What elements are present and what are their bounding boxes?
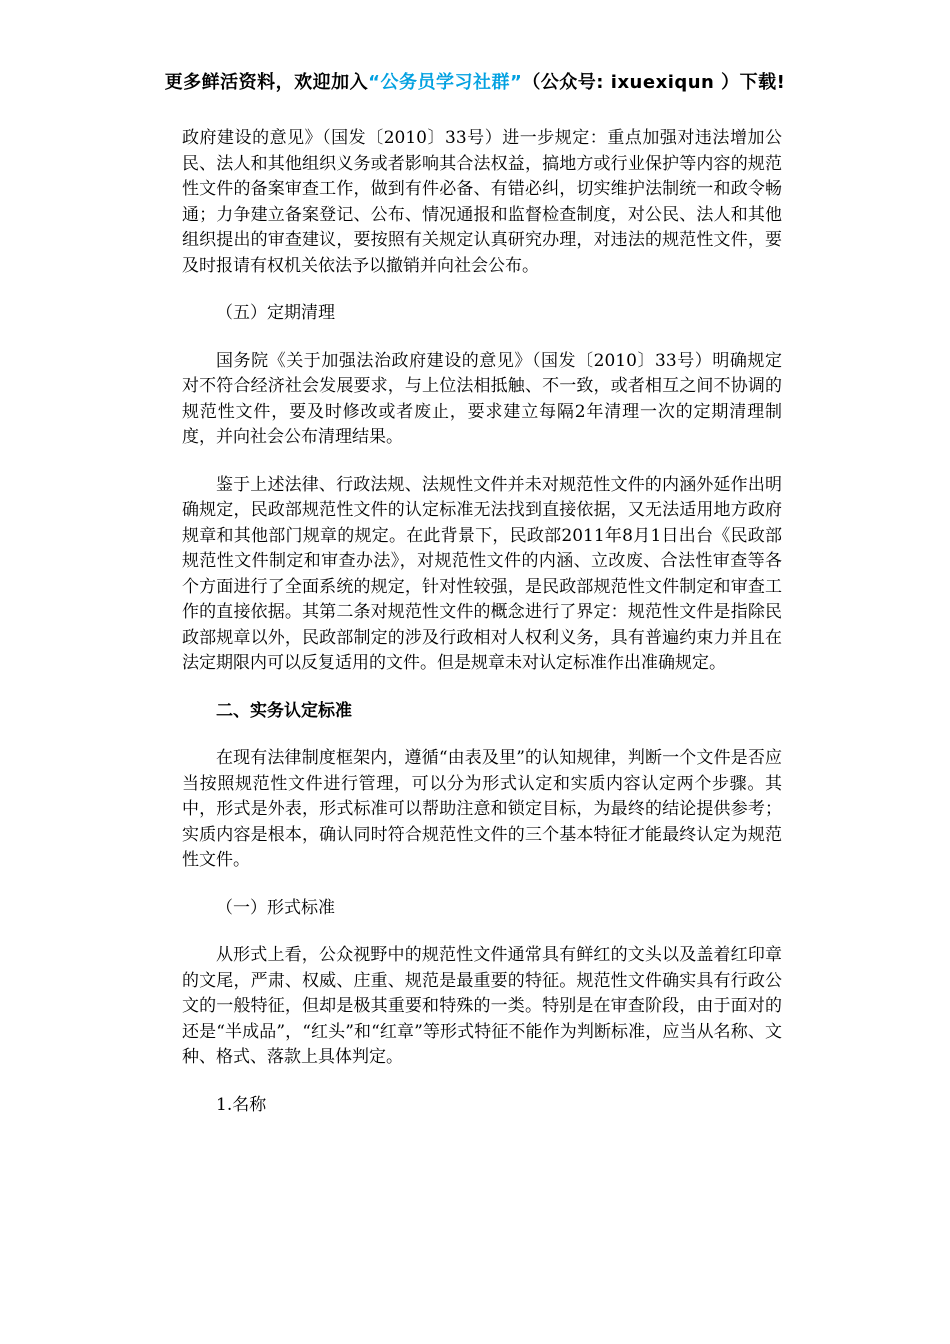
- banner-highlight: “公务员学习社群”: [368, 72, 523, 93]
- paragraph: 国务院《关于加强法治政府建设的意见》（国发〔2010〕33号）明确规定对不符合经济社会发展要求，与上位法相抵触、不一致，或者相互之间不协调的规范性文件，要及时修改或者废止，要求建立每隔2年清理一次的定期清理制度，并向社会公布清理结果。: [182, 350, 782, 447]
- paragraph-continued: 政府建设的意见》（国发〔2010〕33号）进一步规定：重点加强对违法增加公民、法人和其他组织义务或者影响其合法权益，搞地方或行业保护等内容的规范性文件的备案审查工作，做到有件必备、有错必纠，切实维护法制统一和政令畅通；力争建立备案登记、公布、情况通报和监督检查制度，对公民、法人和其他组织提出的审查建议，要按照有关规定认真研究办理，对违法的规范性文件，要及时报请有权机关依法予以撤销并向社会公布。: [182, 128, 782, 276]
- subsection-heading-name: 1.名称: [216, 1094, 267, 1115]
- paragraph: 在现有法律制度框架内，遵循“由表及里”的认知规律，判断一个文件是否应当按照规范性文件进行管理，可以分为形式认定和实质内容认定两个步骤。其中，形式是外表，形式标准可以帮助注意和锁定目标，为最终的结论提供参考；实质内容是根本，确认同时符合规范性文件的三个基本特征才能最终认定为规范性文件。: [182, 748, 782, 870]
- banner-suffix: （公众号: ixuexiqun ）下载!: [522, 72, 786, 93]
- paragraph: 鉴于上述法律、行政法规、法规性文件并未对规范性文件的内涵外延作出明确规定，民政部规范性文件的认定标准无法找到直接依据，又无法适用地方政府规章和其他部门规章的规定。在此背景下，民政部2011年8月1日出台《民政部规范性文件制定和审查办法》，对规范性文件的内涵、立改废、合法性审查等各个方面进行了全面系统的规定，针对性较强，是民政部规范性文件制定和审查工作的直接依据。其第二条对规范性文件的概念进行了界定：规范性文件是指除民政部规章以外，民政部制定的涉及行政相对人权利义务，具有普遍约束力并且在法定期限内可以反复适用的文件。但是规章未对认定标准作出准确规定。: [182, 474, 782, 673]
- document-body: [182, 126, 782, 1118]
- banner-prefix: 更多鲜活资料，欢迎加入: [164, 72, 369, 93]
- section-heading-5: （五）定期清理: [216, 303, 335, 323]
- section-heading-1: （一）形式标准: [216, 897, 335, 918]
- chapter-heading-2: 二、实务认定标准: [216, 700, 352, 721]
- paragraph: 从形式上看，公众视野中的规范性文件通常具有鲜红的文头以及盖着红印章的文尾，严肃、权威、庄重、规范是最重要的特征。规范性文件确实具有行政公文的一般特征，但却是极其重要和特殊的一类。特别是在审查阶段，由于面对的还是“半成品”，“红头”和“红章”等形式特征不能作为判断标准，应当从名称、文种、格式、落款上具体判定。: [182, 945, 782, 1067]
- promo-banner: [0, 68, 950, 94]
